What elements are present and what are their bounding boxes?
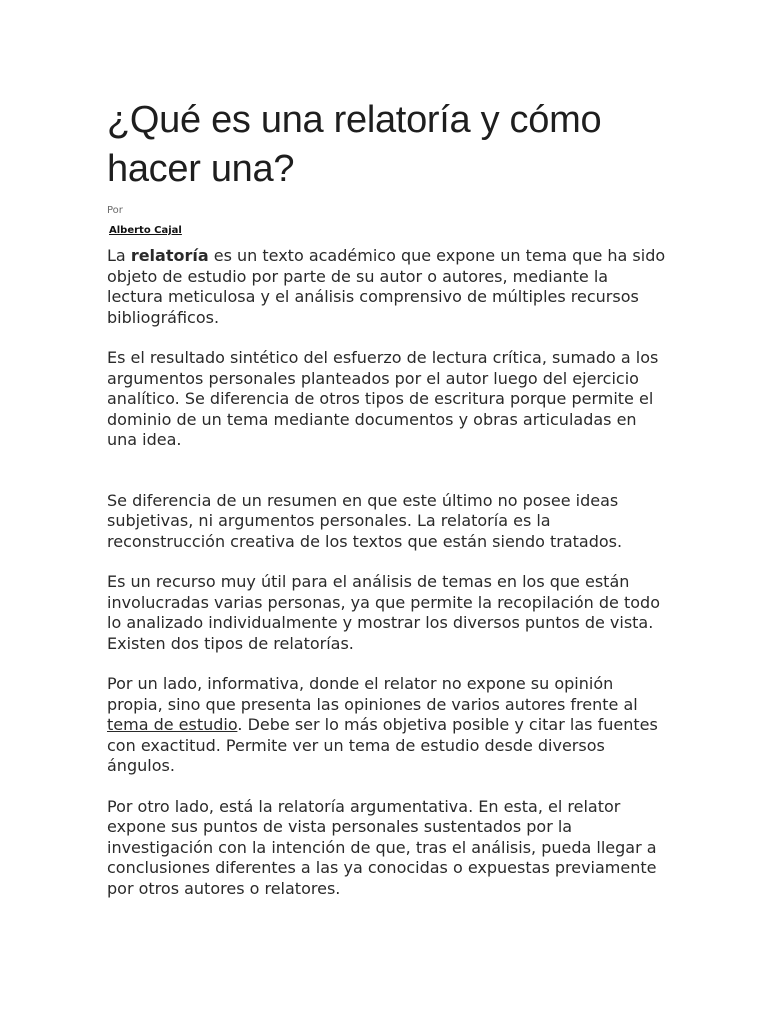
tema-de-estudio-link[interactable]: tema de estudio [107, 715, 238, 734]
byline [107, 204, 667, 238]
paragraph-1-lead: La [107, 246, 131, 265]
paragraph-4: Es un recurso muy útil para el análisis de temas en los que están involucradas varias personas, ya que permite la recopilación de todo lo analizado individualmente y mostrar los diversos puntos de vista. Existen dos tipos de relatorías. [107, 572, 660, 653]
paragraph-1 [107, 246, 667, 328]
paragraph-5 [107, 674, 667, 777]
paragraph-5-rest: . Debe ser lo más objetiva posible y citar las fuentes con exactitud. Permite ver un tema de estudio desde diversos ángulos. [107, 715, 658, 775]
paragraph-3: Se diferencia de un resumen en que este último no posee ideas subjetivas, ni argumentos personales. La relatoría es la reconstrucción creativa de los textos que están siendo tratados. [107, 490, 623, 551]
by-label: Por [107, 205, 123, 216]
article-title: ¿Qué es una relatoría y cómo hacer una? [107, 99, 602, 190]
paragraph-2: Es el resultado sintético del esfuerzo de lectura crítica, sumado a los argumentos personales planteados por el autor luego del ejercicio analítico. Se diferencia de otros tipos de escritura porque permite el dominio de un tema mediante documentos y obras articuladas en una idea. [107, 348, 659, 449]
term-relatoria: relatoría [130, 246, 209, 265]
article [107, 96, 667, 899]
paragraph-6: Por otro lado, está la relatoría argumentativa. En esta, el relator expone sus puntos de vista personales sustentados por la investigación con la intención de que, tras el análisis, pueda llegar a conclusiones diferentes a las ya conocidas o expuestas previamente por otros autores o relatores. [107, 796, 657, 898]
paragraph-5-lead: Por un lado, informativa, donde el relator no expone su opinión propia, sino que presenta las opiniones de varios autores frente al [107, 674, 638, 714]
paragraph-1-rest: es un texto académico que expone un tema que ha sido objeto de estudio por parte de su autor o autores, mediante la lectura meticulosa y el análisis comprensivo de múltiples recursos bibliográficos. [107, 246, 666, 327]
author-link[interactable]: Alberto Cajal [109, 225, 182, 236]
